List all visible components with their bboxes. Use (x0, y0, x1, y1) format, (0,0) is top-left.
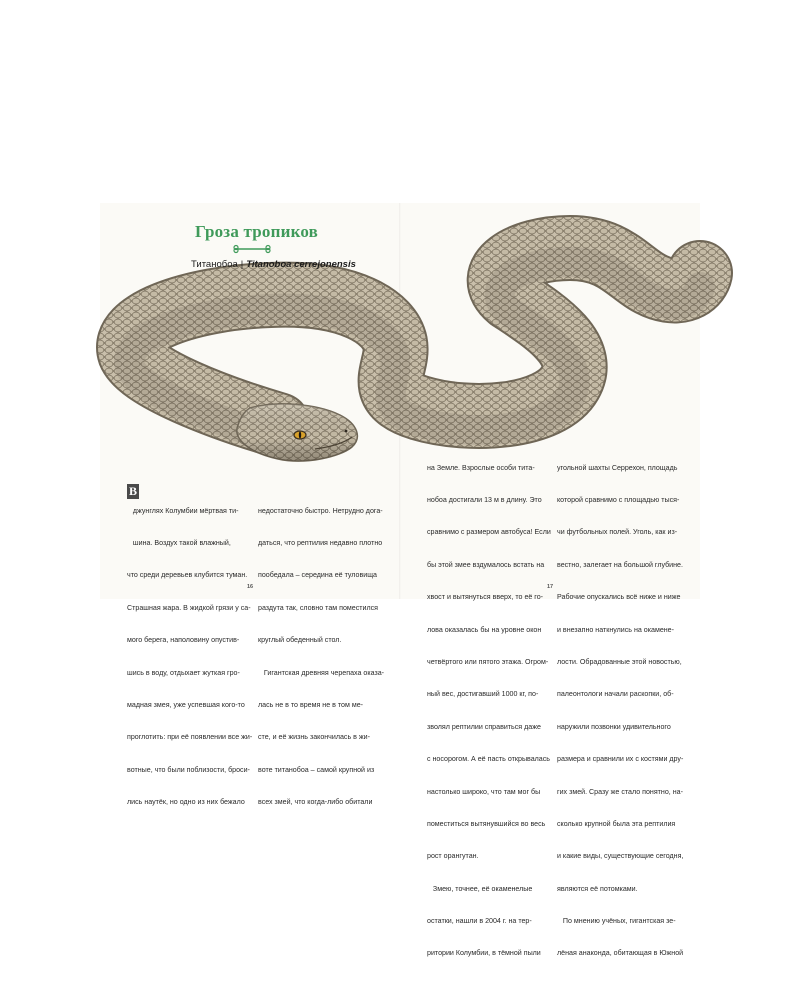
text-line: джунглях Колумбии мёртвая ти- (127, 506, 239, 515)
text-line: палеонтологи начали раскопки, об- (557, 690, 674, 699)
text-line: воте титанобоа – самой крупной из (258, 765, 375, 774)
book-spread (100, 203, 700, 958)
page-number-left: 16 (247, 584, 254, 590)
text-line: угольной шахты Серрехон, площадь (557, 463, 678, 472)
text-line: лости. Обрадованные этой новостью, (557, 657, 682, 666)
text-line: Гигантская древняя черепаха оказа- (258, 668, 385, 677)
text-line: гих змей. Сразу же стало понятно, на- (557, 787, 683, 796)
text-line: раздута так, словно там поместился (258, 603, 379, 612)
text-line: лова оказалась бы на уровне окон (427, 625, 542, 634)
text-line: наружили позвонки удивительного (557, 722, 671, 731)
page-number-right: 17 (547, 584, 554, 590)
text-line: являются её потомками. (557, 884, 638, 893)
text-line: на Земле. Взрослые особи тита- (427, 463, 535, 472)
text-line: шись в воду, отдыхает жуткая гро- (127, 668, 240, 677)
text-column-4 (557, 441, 683, 981)
bone-ornament-icon (232, 245, 272, 253)
text-line: чи футбольных полей. Уголь, как из- (557, 528, 678, 537)
text-line: мого берега, наполовину опустив- (127, 636, 240, 645)
text-line: и какие виды, существующие сегодня, (557, 852, 684, 861)
text-line: сте, и её жизнь закончилась в жи- (258, 733, 370, 742)
common-name: Титанобоа (191, 259, 238, 270)
text-line: с носорогом. А её пасть открывалась (427, 755, 550, 764)
text-line: Страшная жара. В жидкой грязи у са- (127, 603, 251, 612)
page-title: Гроза тропиков (195, 222, 319, 241)
text-line: размера и сравнили их с костями дру- (557, 755, 684, 764)
text-line: лась не в то время не в том ме- (258, 700, 364, 709)
text-line: которой сравнимо с площадью тыся- (557, 495, 680, 504)
text-line: всех змей, что когда-либо обитали (258, 798, 373, 807)
text-line: хвост и вытянуться вверх, то её го- (427, 593, 544, 602)
text-line: круглый обеденный стол. (258, 636, 342, 645)
text-line: недостаточно быстро. Нетрудно дога- (258, 506, 383, 515)
text-line: пообедала – середина её туловища (258, 571, 377, 580)
text-line: вотные, что были поблизости, броси- (127, 765, 250, 774)
text-line: нобоа достигали 13 м в длину. Это (427, 495, 542, 504)
text-line: четвёртого или пятого этажа. Огром- (427, 657, 549, 666)
text-line: По мнению учёных, гигантская зе- (557, 917, 676, 926)
text-line: шина. Воздух такой влажный, (127, 538, 231, 547)
text-line: сравнимо с размером автобуса! Если (427, 528, 551, 537)
text-line: вестно, залегает на большой глубине. (557, 560, 683, 569)
text-line: поместиться вытянувшийся во весь (427, 819, 546, 828)
text-column-2 (258, 484, 384, 830)
text-line: сколько крупной была эта рептилия (557, 819, 676, 828)
text-line: рост орангутан. (427, 852, 479, 861)
text-line: мадная змея, уже успевшая кого-то (127, 700, 245, 709)
text-line: даться, что рептилия недавно плотно (258, 538, 383, 547)
text-line: и внезапно наткнулись на окамене- (557, 625, 674, 634)
text-line: лёная анаконда, обитающая в Южной (557, 949, 684, 958)
text-line: настолько широко, что там мог бы (427, 787, 541, 796)
text-line: бы этой змее вздумалось встать на (427, 560, 545, 569)
text-line: Рабочие опускались всё ниже и ниже (557, 593, 681, 602)
species-name (191, 259, 356, 270)
text-line: лись наутёк, но одно из них бежало (127, 798, 245, 807)
text-line: ритории Колумбии, в тёмной пыли (427, 949, 541, 958)
drop-cap: В (128, 484, 137, 498)
text-line: проглотить: при её появлении все жи- (127, 733, 253, 742)
text-line: остатки, нашли в 2004 г. на тер- (427, 917, 532, 926)
text-line: ный вес, достигавший 1000 кг, по- (427, 690, 539, 699)
name-separator: | (240, 259, 244, 270)
text-line: Змею, точнее, её окаменелые (427, 884, 533, 893)
latin-name: Titanoboa cerrejonensis (246, 259, 356, 270)
spread-gutter (399, 203, 401, 599)
text-column-1 (127, 484, 252, 830)
text-column-3 (427, 441, 554, 981)
text-line: что среди деревьев клубится туман. (127, 571, 248, 580)
text-line: зволял рептилии справиться даже (427, 722, 541, 731)
